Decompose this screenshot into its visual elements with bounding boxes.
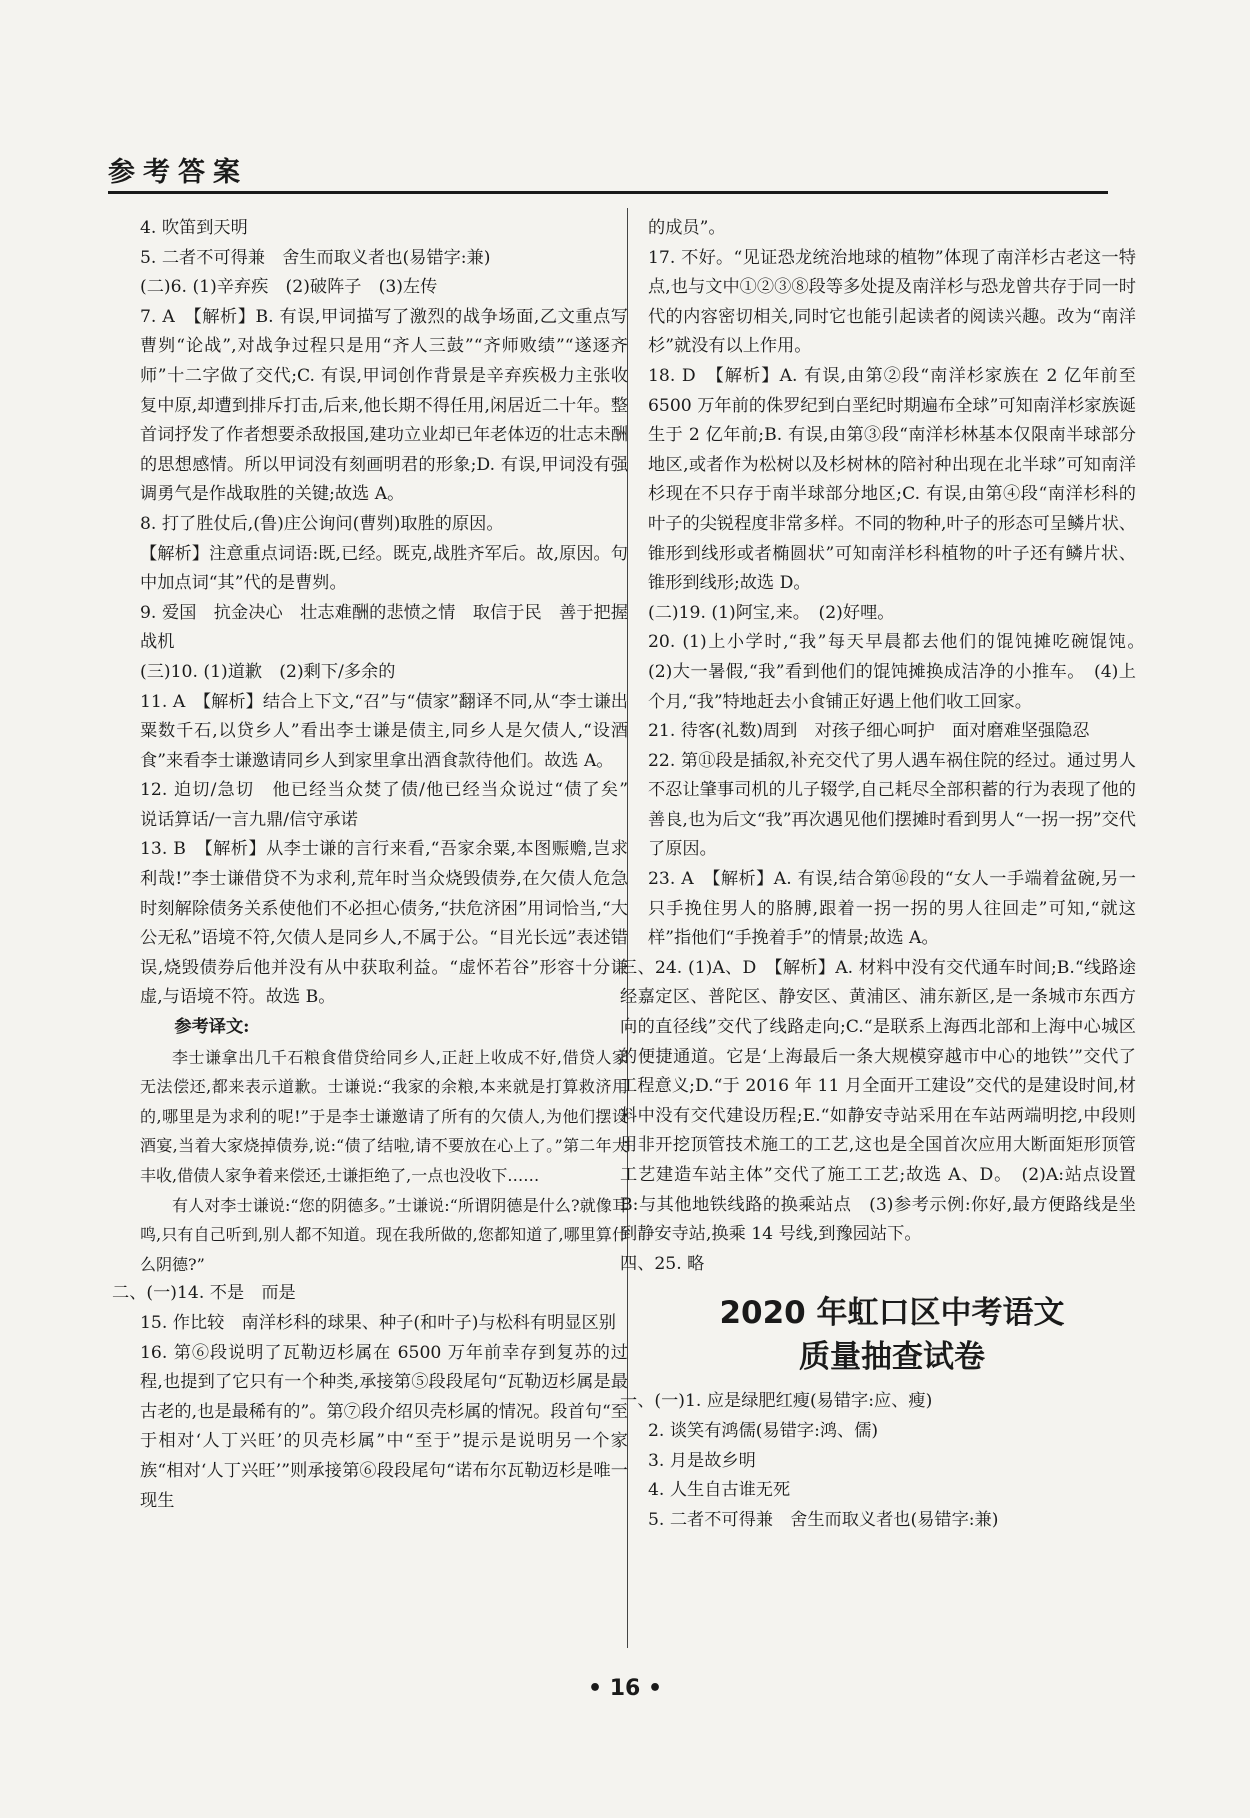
answer-line: 15. 作比较 南洋杉科的球果、种子(和叶子)与松科有明显区别 [140, 1312, 616, 1333]
exam-title [648, 1291, 1136, 1379]
exam-title-line2: 质量抽查试卷 [799, 1339, 985, 1376]
answer-line: 2. 谈笑有鸿儒(易错字:鸿、儒) [648, 1420, 879, 1441]
answer-line: 【解析】注意重点词语:既,已经。既克,战胜齐军后。故,原因。句中加点词“其”代的是曹刿。 [140, 543, 628, 594]
answer-line: 12. 迫切/急切 他已经当众焚了债/他已经当众说过“债了矣” 说话算话/一言九鼎/信守承诺 [140, 780, 646, 830]
answer-line: 18. D 【解析】A. 有误,由第②段“南洋杉家族在 2 亿年前至 6500 万年前的侏罗纪到白垩纪时期遍布全球”可知南洋杉家族诞生于 2 亿年前;B. 有误,由第③段“南洋杉林基本仅限南半球部分地区,或者作为松树以及杉树林的陪衬种出现在北半球”可知南洋杉现在不只存于南半球部分地区;C. 有误,由第④段“南洋杉科的叶子的尖锐程度非常多样。不同的物种,叶子的形态可呈鳞片状、锥形到线形或者椭圆状”可知南洋杉科植物的叶子还有鳞片状、锥形到线形;故选 D。 [648, 365, 1136, 594]
answer-line: 20. (1)上小学时,“我”每天早晨都去他们的馄饨摊吃碗馄饨。 (2)大一暑假,“我”看到他们的馄饨摊换成洁净的小推车。 (4)上个月,“我”特地赶去小食铺正好遇上他们收工回家。 [648, 632, 1154, 712]
header-rule [108, 191, 1108, 194]
answer-line: 22. 第⑪段是插叙,补充交代了男人遇车祸住院的经过。通过男人不忍让肇事司机的儿子辍学,自己耗尽全部积蓄的行为表现了他的善良,也为后文“我”再次遇见他们摆摊时看到男人“一拐一拐”交代了原因。 [648, 750, 1136, 860]
answer-line: 16. 第⑥段说明了瓦勒迈杉属在 6500 万年前幸存到复苏的过程,也提到了它只有一个种类,承接第⑤段段尾句“瓦勒迈杉属是最古老的,也是最稀有的”。第⑦段介绍贝壳杉属的情况。段首句“至于相对‘人丁兴旺’的贝壳杉属”中“至于”提示是说明另一个家族“相对‘人丁兴旺’”则承接第⑥段段尾句“诺布尔瓦勒迈杉是唯一现生 [140, 1342, 628, 1511]
answer-line: 5. 二者不可得兼 舍生而取义者也(易错字:兼) [648, 1509, 999, 1530]
answer-line: 11. A 【解析】结合上下文,“召”与“债家”翻译不同,从“李士谦出粟数千石,以贷乡人”看出李士谦是债主,同乡人是欠债人,“设酒食”来看李士谦邀请同乡人到家里拿出酒食款待他们。故选 A。 [140, 691, 628, 771]
translation-paragraph: 有人对李士谦说:“您的阴德多。”士谦说:“所谓阴德是什么?就像耳鸣,只有自己听到,别人都不知道。现在我所做的,您都知道了,哪里算什么阴德?” [140, 1195, 628, 1274]
answer-line: 8. 打了胜仗后,(鲁)庄公询问(曹刿)取胜的原因。 [140, 513, 504, 534]
translation-paragraph: 李士谦拿出几千石粮食借贷给同乡人,正赶上收成不好,借贷人家无法偿还,都来表示道歉。士谦说:“我家的余粮,本来就是打算救济用的,哪里是为求利的呢!”于是李士谦邀请了所有的欠债人,为他们摆设酒宴,当着大家烧掉债券,说:“债了结啦,请不要放在心上了。”第二年大丰收,借债人家争着来偿还,士谦拒绝了,一点也没收下…… [140, 1047, 628, 1185]
page-number: • 16 • [587, 1676, 663, 1701]
translation-heading: 参考译文: [174, 1017, 250, 1038]
answer-line: 21. 待客(礼数)周到 对孩子细心呵护 面对磨难坚强隐忍 [648, 721, 1090, 742]
answer-line: (二)6. (1)辛弃疾 (2)破阵子 (3)左传 [140, 277, 438, 298]
answer-line: 17. 不好。“见证恐龙统治地球的植物”体现了南洋杉古老这一特点,也与文中①②③⑧段等多处提及南洋杉与恐龙曾共存于同一时代的内容密切相关,同时它也能引起读者的阅读兴趣。改为“南洋杉”就没有以上作用。 [648, 247, 1136, 357]
answer-line: 4. 人生自古谁无死 [648, 1480, 791, 1501]
answer-line: 的成员”。 [648, 218, 726, 238]
right-column [620, 214, 1154, 1535]
answer-line: 23. A 【解析】A. 有误,结合第⑯段的“女人一手端着盆碗,另一只手挽住男人的胳膊,跟着一拐一拐的男人往回走”可知,“就这样”指他们“手挽着手”的情景;故选 A。 [648, 869, 1136, 949]
answer-line: 一、(一)1. 应是绿肥红瘦(易错字:应、瘦) [620, 1391, 933, 1412]
answer-line: 9. 爱国 抗金决心 壮志难酬的悲愤之情 取信于民 善于把握战机 [140, 602, 628, 653]
answer-line: 4. 吹笛到天明 [140, 218, 248, 238]
left-column [112, 214, 646, 1516]
page-header-title: 参考答案 [108, 157, 248, 188]
exam-title-line1: 2020 年虹口区中考语文 [719, 1295, 1065, 1332]
answer-line: 二、(一)14. 不是 而是 [112, 1283, 296, 1304]
answer-line: (三)10. (1)道歉 (2)剩下/多余的 [140, 661, 396, 682]
answer-line: 7. A 【解析】B. 有误,甲词描写了激烈的战争场面,乙文重点写曹刿“论战”,对战争过程只是用“齐人三鼓”“齐师败绩”“遂逐齐师”十二字做了交代;C. 有误,甲词创作背景是辛弃疾极力主张收复中原,却遭到排斥打击,后来,他长期不得任用,闲居近二十年。整首词抒发了作者想要杀敌报国,建功立业却已年老体迈的壮志未酬的思想感情。所以甲词没有刻画明君的形象;D. 有误,甲词没有强调勇气是作战取胜的关键;故选 A。 [140, 306, 628, 505]
answer-line: 5. 二者不可得兼 舍生而取义者也(易错字:兼) [140, 247, 491, 268]
answer-line: 3. 月是故乡明 [648, 1450, 756, 1471]
answer-line: 13. B 【解析】从李士谦的言行来看,“吾家余粟,本图赈赡,岂求利哉!”李士谦借贷不为求利,荒年时当众烧毁债券,在欠债人危急时刻解除债务关系使他们不必担心债务,“扶危济困”用词恰当,“大公无私”语境不符,欠债人是同乡人,不属于公。“目光长远”表述错误,烧毁债券后他并没有从中获取利益。“虚怀若谷”形容十分谦虚,与语境不符。故选 B。 [140, 839, 628, 1008]
answer-line: 三、24. (1)A、D 【解析】A. 材料中没有交代通车时间;B.“线路途经嘉定区、普陀区、静安区、黄浦区、浦东新区,是一条城市东西方向的直径线”交代了线路走向;C.“是联系上海西北部和上海中心城区的便捷通道。它是‘上海最后一条大规模穿越市中心的地铁’”交代了工程意义;D.“于 2016 年 11 月全面开工建设”交代的是建设时间,材料中没有交代建设历程;E.“如静安寺站采用在车站两端明挖,中段则用非开挖顶管技术施工的工艺,这也是全国首次应用大断面矩形顶管工艺建造车站主体”交代了施工工艺;故选 A、D。 (2)A:站点设置 B:与其他地铁线路的换乘站点 (3)参考示例:你好,最方便路线是坐到静安寺站,换乘 14 号线,到豫园站下。 [620, 957, 1154, 1245]
answer-line: 四、25. 略 [620, 1253, 705, 1274]
answer-line: (二)19. (1)阿宝,来。 (2)好哩。 [648, 602, 895, 623]
